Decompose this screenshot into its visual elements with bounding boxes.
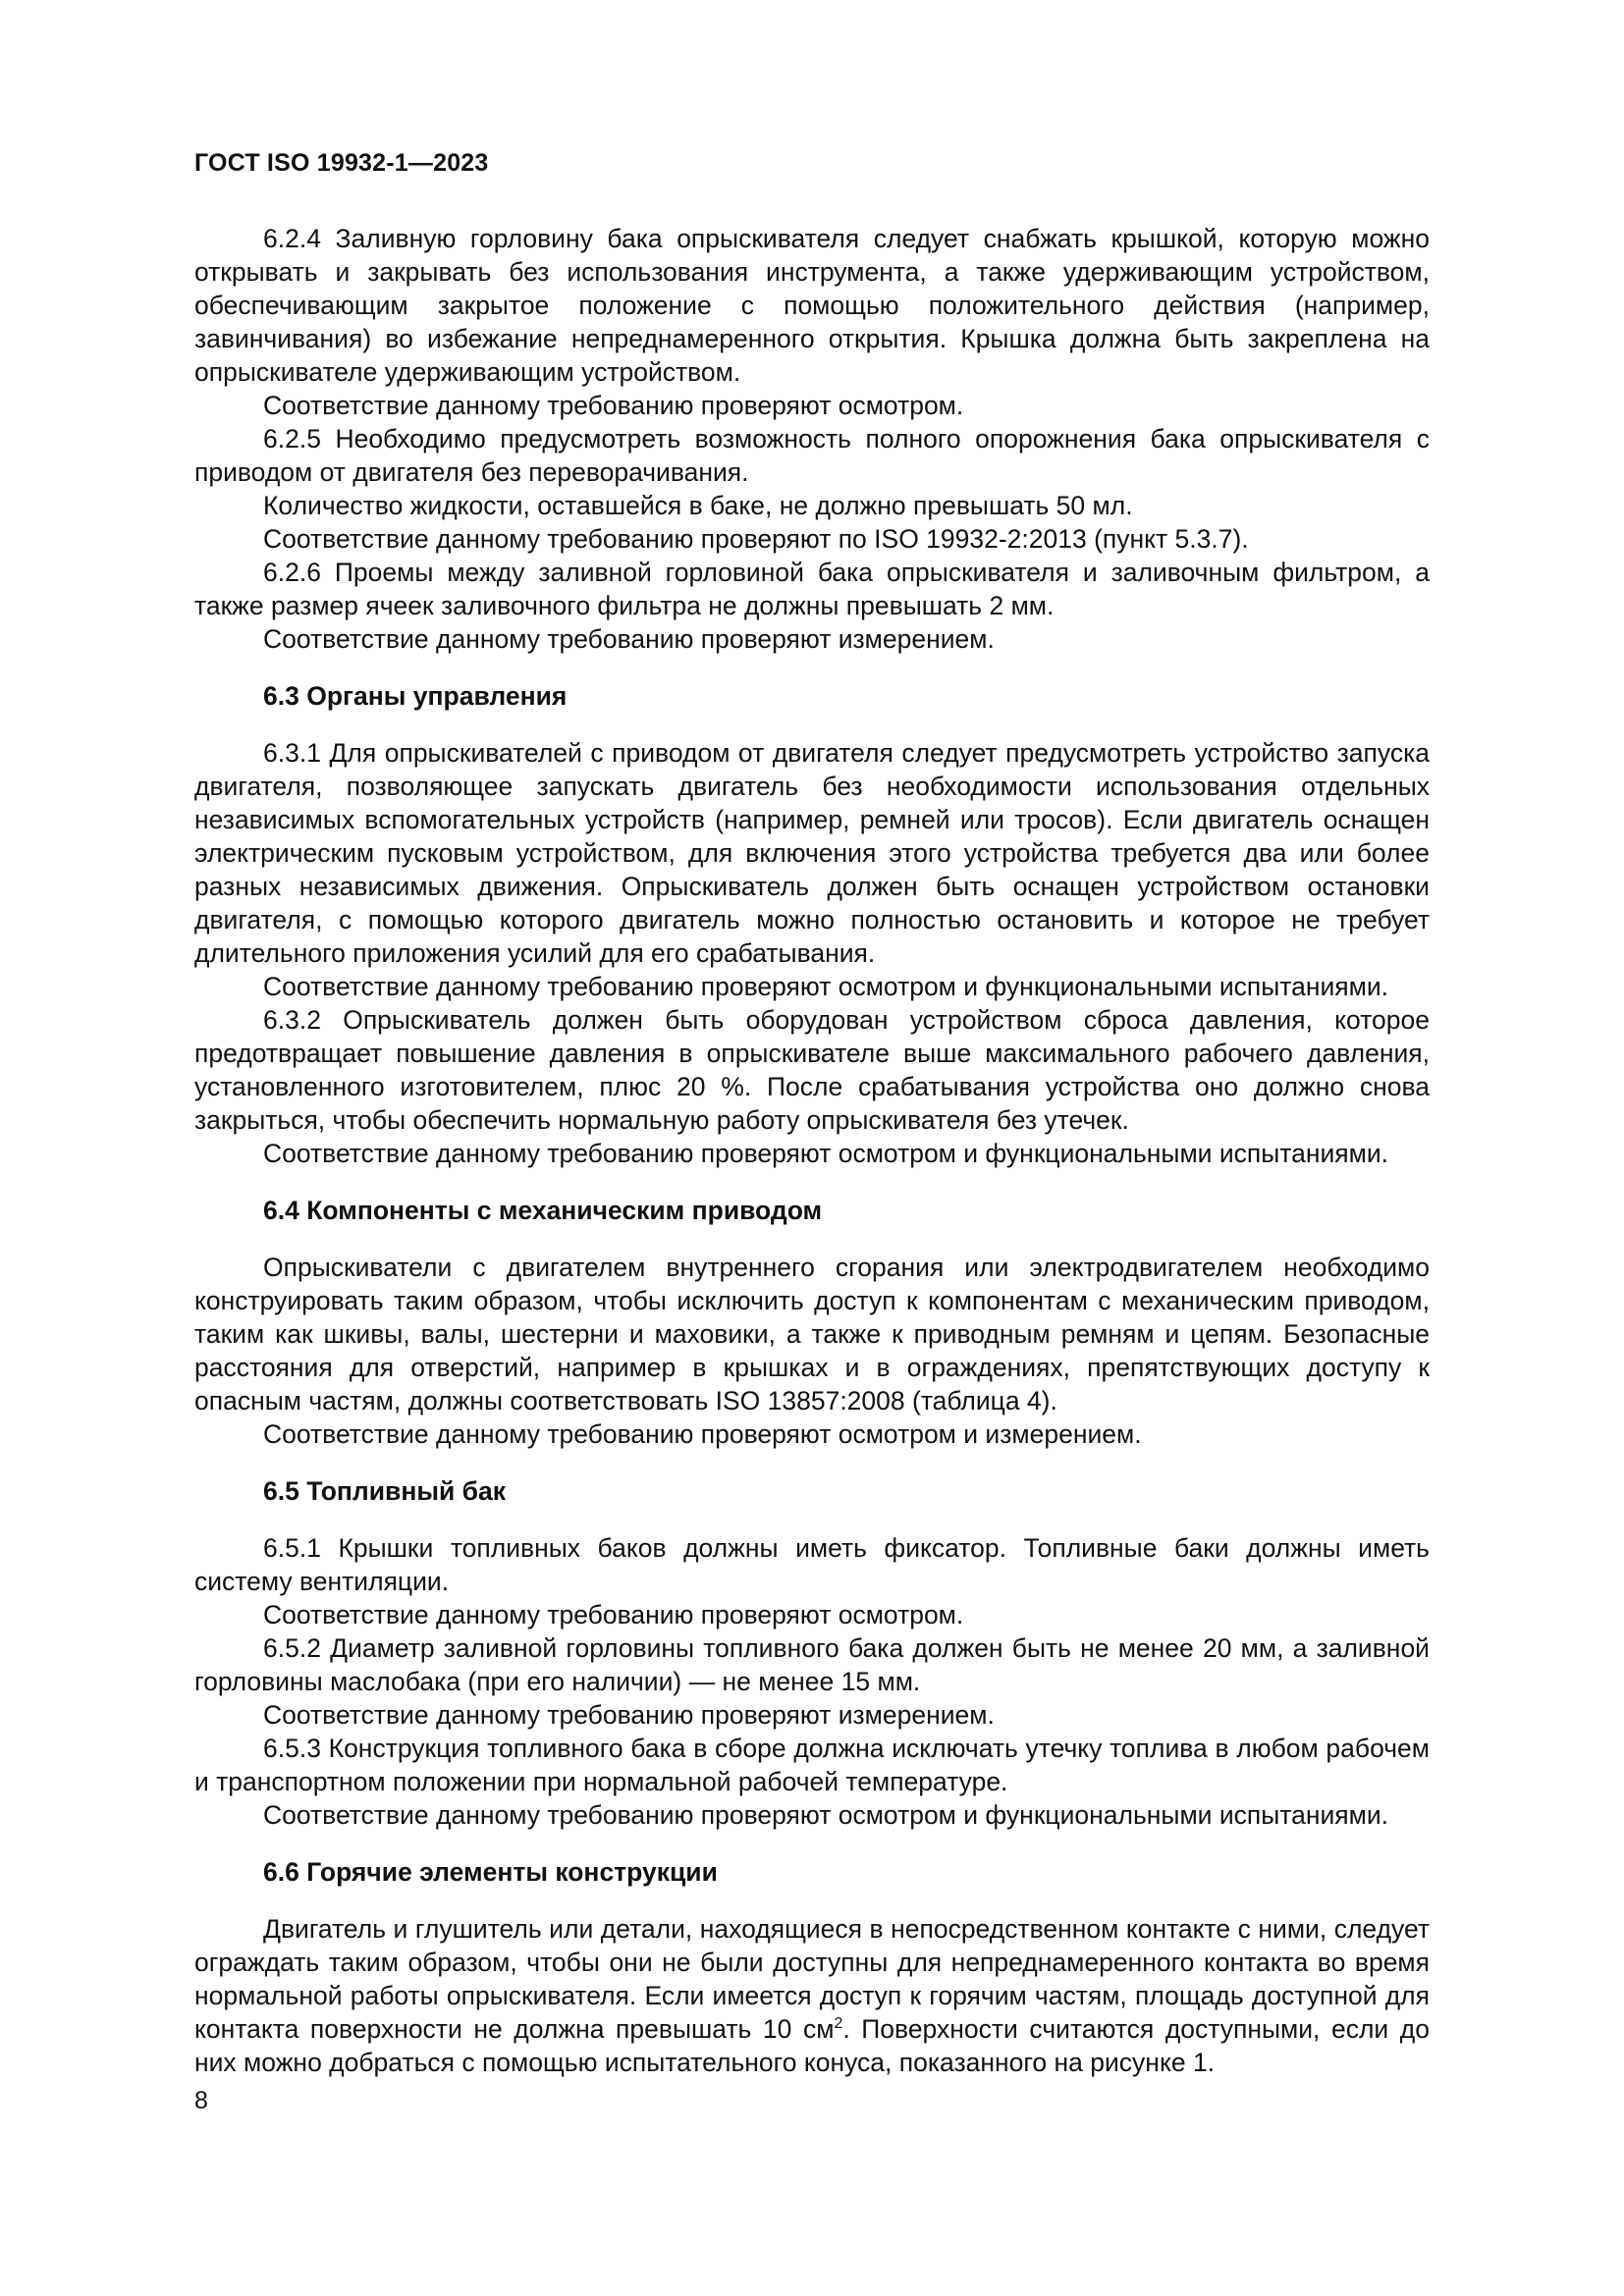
compliance-note: Соответствие данному требованию проверяют осмотром и функциональными испытаниями. — [263, 1139, 1389, 1168]
residual-liquid-note: Количество жидкости, оставшейся в баке, не должно превышать 50 мл. — [263, 491, 1133, 520]
compliance-note: Соответствие данному требованию проверяют осмотром и функциональными испытаниями. — [263, 972, 1389, 1001]
section-heading-6-4: 6.4 Компоненты с механическим приводом — [263, 1196, 823, 1225]
compliance-note: Соответствие данному требованию проверяют по ISO 19932-2:2013 (пункт 5.3.7). — [263, 524, 1249, 554]
compliance-note: Соответствие данному требованию проверяют измерением. — [263, 624, 995, 654]
section-heading-6-6: 6.6 Горячие элементы конструкции — [263, 1857, 718, 1887]
clause-6-2-6: 6.2.6 Проемы между заливной горловиной бака опрыскивателя и заливочным фильтром, а также размер ячеек заливочного фильтра не должны превышать 2 мм. — [194, 558, 1430, 620]
clause-6-2-5: 6.2.5 Необходимо предусмотреть возможность полного опорожнения бака опрыскивателя с приводом от двигателя без переворачивания. — [194, 424, 1430, 487]
clause-6-5-3: 6.5.3 Конструкция топливного бака в сборе должна исключать утечку топлива в любом рабочем и транспортном положении при нормальной рабочей температуре. — [194, 1734, 1430, 1796]
section-heading-6-5: 6.5 Топливный бак — [263, 1476, 506, 1506]
page-number: 8 — [194, 2087, 208, 2114]
compliance-note: Соответствие данному требованию проверяют измерением. — [263, 1700, 995, 1730]
compliance-note: Соответствие данному требованию проверяют осмотром и функциональными испытаниями. — [263, 1800, 1389, 1830]
compliance-note: Соответствие данному требованию проверяют осмотром. — [263, 1600, 964, 1629]
clause-6-5-1: 6.5.1 Крышки топливных баков должны иметь фиксатор. Топливные баки должны иметь систему вентиляции. — [194, 1533, 1430, 1596]
clause-6-4-text: Опрыскиватели с двигателем внутреннего сгорания или электродвигателем необходимо конструировать таким образом, чтобы исключить доступ к компонентам с механическим приводом, таким как шкивы, валы, шестерни и маховики, а также к приводным ремням и цепям. Безопасные расстояния для отверстий, например в крышках и в ограждениях, препятствующих доступу к опасным частям, должны соответствовать ISO 13857:2008 (таблица 4). — [194, 1253, 1430, 1415]
document-body — [194, 222, 1430, 2079]
clause-6-3-2: 6.3.2 Опрыскиватель должен быть оборудован устройством сброса давления, которое предотвращает повышение давления в опрыскивателе выше максимального рабочего давления, установленного изготовителем, плюс 20 %. После срабатывания устройства оно должно снова закрыться, чтобы обеспечить нормальную работу опрыскивателя без утечек. — [194, 1005, 1430, 1135]
page-header-standard-code: ГОСТ ISO 19932-1—2023 — [194, 149, 489, 177]
clause-6-6-text-part1: Двигатель и глушитель или детали, находящиеся в непосредственном контакте с ними, следует ограждать таким образом, чтобы они не были доступны для непреднамеренного контакта во время нормальной работы опрыскивателя. Если имеется доступ к горячим частям, площадь доступной для контакта поверхности не должна превышать 10 см — [194, 1914, 1430, 2044]
clause-6-2-4: 6.2.4 Заливную горловину бака опрыскивателя следует снабжать крышкой, которую можно открывать и закрывать без использования инструмента, а также удерживающим устройством, обеспечивающим закрытое положение с помощью положительного действия (например, завинчивания) во избежание непреднамеренного открытия. Крышка должна быть закреплена на опрыскивателе удерживающим устройством. — [194, 224, 1430, 387]
clause-6-3-1: 6.3.1 Для опрыскивателей с приводом от двигателя следует предусмотреть устройство запуска двигателя, позволяющее запускать двигатель без необходимости использования отдельных независимых вспомогательных устройств (например, ремней или тросов). Если двигатель оснащен электрическим пусковым устройством, для включения этого устройства требуется два или более разных независимых движения. Опрыскиватель должен быть оснащен устройством остановки двигателя, с помощью которого двигатель можно полностью остановить и которое не требует длительного приложения усилий для его срабатывания. — [194, 738, 1430, 968]
compliance-note: Соответствие данному требованию проверяют осмотром. — [263, 391, 964, 420]
superscript-square: 2 — [834, 2015, 843, 2033]
section-heading-6-3: 6.3 Органы управления — [263, 681, 568, 711]
clause-6-6-text-part2: . Поверхности считаются доступными, если до них можно добраться с помощью испытательного конуса, показанного на рисунке 1. — [194, 2014, 1431, 2077]
clause-6-6-text — [194, 1912, 1430, 2079]
clause-6-5-2: 6.5.2 Диаметр заливной горловины топливного бака должен быть не менее 20 мм, а заливной горловины маслобака (при его наличии) — не менее 15 мм. — [194, 1633, 1430, 1696]
compliance-note: Соответствие данному требованию проверяют осмотром и измерением. — [263, 1419, 1142, 1449]
